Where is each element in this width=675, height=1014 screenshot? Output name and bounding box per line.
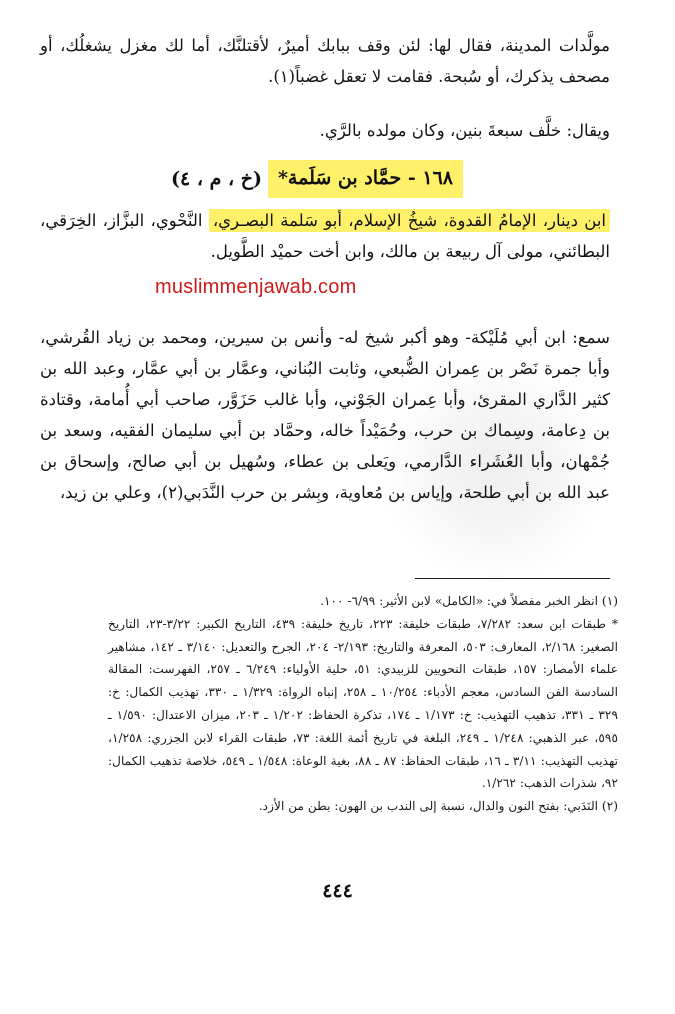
paragraph-teachers: سمع: ابن أبي مُلَيْكة- وهو أكبر شيخ له- وأنس بن سيرين، ومحمد بن زياد القُرشي، وأبا جمرة نَصْر بن عِمران الضُّبعي، وثابت البُناني، وعمَّار بن أبي عمَّار، وعبد الله بن كثير الدَّاري المقرئ، وأبا عِمران الجَوْني، وأبا غالب حَزَوَّر، صاحب أبي أُمامة، وقتادة بن دِعامة، وسِماك بن حرب، وحُمَيْداً خاله، وحمَّاد بن أبي سليمان الفقيه، وسعد بن جُمْهان، وأبا العُشَراء الدَّارمي، ويَعلى بن عطاء، وسُهيل بن أبي صالح، وإسحاق بن عبد الله بن أبي طلحة، وإياس بن مُعاوية، وبِشر بن حرب النَّدَبي(٢)، وعلي بن زيد،: [40, 328, 610, 502]
entry-intro: [40, 205, 610, 267]
footnote-sources: * طبقات ابن سعد: ٧/٢٨٢، طبقات خليفة: ٢٢٣، تاريخ خليفة: ٤٣٩، التاريخ الكبير: ٣/٢٢-٢٣، التاريخ الصغير: ٢/١٦٨، المعارف: ٥٠٣، المعرفة والتاريخ: ٢/١٩٣- ٢٠٤، الجرح والتعديل: ٣/١٤٠ ـ ١٤٢، مشاهير علماء الأمصار: ١٥٧، طبقات النحويين للزبيدي: ٥١، حلية الأولياء: ٦/٢٤٩ ـ ٢٥٧، الفهرست: المقالة السادسة الفن السادس، معجم الأدباء: ١٠/٢٥٤ ـ ٢٥٨، إنباه الرواة: ١/٣٢٩ ـ ٣٣٠، تهذيب الكمال: خ: ٣٢٩ ـ ٣٣١، تذهيب التهذيب: خ: ١/١٧٣ ـ ١٧٤، تذكرة الحفاظ: ١/٢٠٢ ـ ٢٠٣، ميزان الاعتدال: ١/٥٩٠ ـ ٥٩٥، عبر الذهبي: ١/٢٤٨ ـ ٢٤٩، البلغة في تاريخ أئمة اللغة: ٧٣، طبقات القراء لابن الجزري: ١/٢٥٨، تهذيب التهذيب: ٣/١١ ـ ١٦، طبقات الحفاظ: ٨٧ ـ ٨٨، بغية الوعاة: ١/٥٤٨ ـ ٥٤٩، خلاصة تذهيب الكمال: ٩٢، شذرات الذهب: ١/٢٦٢.: [108, 616, 618, 791]
paragraph-sons-and-birthplace: ويقال: خلَّف سبعةَ بنين، وكان مولده بالرَّي.: [319, 121, 610, 140]
intro-highlighted-text: ابن دينار، الإمامُ القدوة، شيخُ الإسلام، أبو سَلمة البصـري،: [209, 209, 610, 232]
watermark-url: muslimmenjawab.com: [155, 276, 357, 298]
footnote-separator: [415, 578, 610, 579]
footnote-1: (١) انظر الخبر مفصلاً في: «الكامل» لابن الأثير: ٦/٩٩- ١٠٠.: [320, 594, 618, 608]
paragraph-previous-bio-end: مولَّدات المدينة، فقال لها: لئن وقف ببابك أميرٌ، لأقتلنَّك، أما لك مغزل يشغلُك، أو مصحف يذكرك، أو سُبحة. فقامت لا تعقل غضباً(١).: [40, 36, 610, 86]
entry-title-highlight: ١٦٨ - حمَّاد بن سَلَمة*: [268, 160, 463, 198]
entry-source-codes: (خ ، م ، ٤): [171, 168, 262, 190]
page-number: ٤٤٤: [322, 880, 353, 902]
entry-heading: [171, 160, 463, 198]
footnote-2: (٢) النَدَبي: بفتح النون والدال، نسبة إلى الندب بن الهون: بطن من الأزد.: [258, 799, 618, 814]
intro-rest-text: النَّحْوي، البزَّاز، الخِرَقي، البطائني، مولى آل ربيعة بن مالك، وابن أخت حميْد الطَّويل.: [40, 211, 610, 261]
footnotes: [108, 590, 618, 818]
